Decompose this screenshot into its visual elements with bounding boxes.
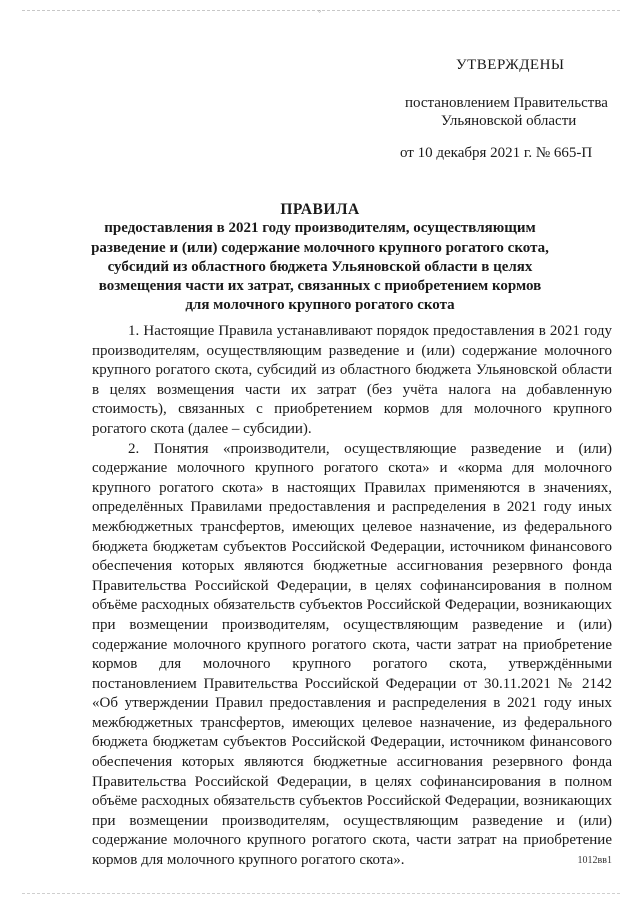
document-body [92, 322, 612, 871]
approval-line-3: от 10 декабря 2021 г. № 665-П [400, 145, 593, 161]
document-subtitle: предоставления в 2021 году производителям, осуществляющим разведение и (или) содержание молочного крупного рогатого скота, субсидий из областного бюджета Ульяновской области в целях возмещения части их затрат, связанных с приобретением кормов для молочного крупного рогатого скота [91, 220, 549, 314]
paragraph-2: 2. Понятия «производители, осуществляющие разведение и (или) содержание молочного крупного рогатого скота» и «корма для молочного крупного рогатого скота» в настоящих Правилах применяются в значениях, определённых Правилами предоставления и распределения в 2021 году иных межбюджетных трансфертов, имеющих целевое назначение, из федерального бюджета бюджетам субъектов Российской Федерации, источником финансового обеспечения которых являются бюджетные ассигнования резервного фонда Правительства Российской Федерации, в целях софинансирования в полном объёме расходных обязательств субъектов Российской Федерации, возникающих при возмещении производителям, осуществляющим разведение и (или) содержание молочного крупного рогатого скота, части затрат на приобретение кормов для молочного крупного рогатого скота, утверждёнными постановлением Правительства Российской Федерации от 30.11.2021 № 2142 «Об утверждении Правил предоставления и распределения в 2021 году иных межбюджетных трансфертов, имеющих целевое назначение, из федерального бюджета бюджетам субъектов Российской Федерации, источником финансового обеспечения которых являются бюджетные ассигнования резервного фонда Правительства Российской Федерации, в целях софинансирования в полном объёме расходных обязательств субъектов Российской Федерации, возникающих при возмещении производителям, осуществляющим разведение и (или) содержание молочного крупного рогатого скота, части затрат на приобретение кормов для молочного крупного рогатого скота». [92, 440, 612, 869]
approval-line-1: постановлением Правительства [405, 95, 608, 111]
paragraph-1: 1. Настоящие Правила устанавливают порядок предоставления в 2021 году производителям, осуществляющим разведение и (или) содержание молочного крупного рогатого скота, субсидий из областного бюджета Ульяновской области в целях возмещения части их затрат (без учёта налога на добавленную стоимость), связанных с приобретением кормов для молочного крупного рогатого скота (далее – субсидии). [92, 323, 612, 437]
scan-bottom-edge [22, 893, 620, 894]
scan-mark: ◦ [318, 6, 322, 16]
approval-line-2: Ульяновской области [441, 113, 577, 129]
approval-title: УТВЕРЖДЕНЫ [456, 57, 565, 73]
document-heading [90, 200, 550, 316]
document-title: ПРАВИЛА [280, 201, 360, 218]
footer-code: 1012вв1 [577, 855, 612, 866]
